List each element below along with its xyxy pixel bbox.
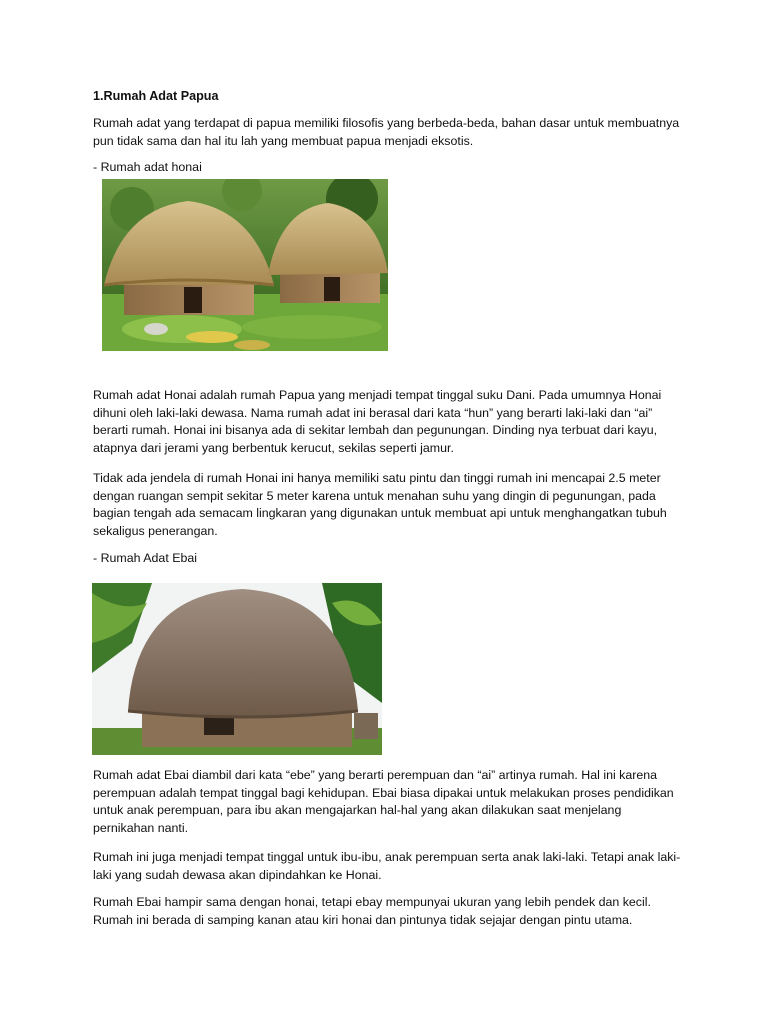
ebai-hut-photo xyxy=(92,583,382,755)
ebai-subheading: - Rumah Adat Ebai xyxy=(93,551,198,565)
ebai-paragraph-3: Rumah Ebai hampir sama dengan honai, tetapi ebay mempunyai ukuran yang lebih pendek dan kecil. Rumah ini berada di samping kanan atau kiri honai dan pintunya tidak sejajar dengan pintu utama. xyxy=(93,895,651,927)
honai-huts-photo xyxy=(102,179,388,351)
honai-subheading: - Rumah adat honai xyxy=(93,160,202,174)
honai-paragraph-1: Rumah adat Honai adalah rumah Papua yang menjadi tempat tinggal suku Dani. Pada umumnya Honai dihuni oleh laki-laki dewasa. Nama rumah adat ini berasal dari kata “hun” yang berarti laki-laki dan “ai” berarti rumah. Honai ini bisanya ada di sekitar lembah dan pegunungan. Dinding nya terbuat dari kayu, atapnya dari jerami yang berbentuk kerucut, sekilas seperti jamur. xyxy=(93,388,662,455)
intro-paragraph: Rumah adat yang terdapat di papua memiliki filosofis yang berbeda-beda, bahan dasar untuk membuatnya pun tidak sama dan hal itu lah yang membuat papua menjadi eksotis. xyxy=(93,116,680,148)
ebai-paragraph-1: Rumah adat Ebai diambil dari kata “ebe” yang berarti perempuan dan “ai” artinya rumah. Hal ini karena perempuan adalah tempat tinggal bagi kehidupan. Ebai biasa dipakai untuk melakukan proses pendidikan untuk anak perempuan, para ibu akan mengajarkan hal-hal yang akan dilakukan saat menjelang pernikahan nanti. xyxy=(93,768,674,835)
ebai-paragraph-2: Rumah ini juga menjadi tempat tinggal untuk ibu-ibu, anak perempuan serta anak laki-laki. Tetapi anak laki-laki yang sudah dewasa akan dipindahkan ke Honai. xyxy=(93,850,681,882)
document-heading: 1.Rumah Adat Papua xyxy=(93,89,219,103)
honai-paragraph-2: Tidak ada jendela di rumah Honai ini hanya memiliki satu pintu dan tinggi rumah ini mencapai 2.5 meter dengan ruangan sempit sekitar 5 meter karena untuk menahan suhu yang dingin di pegunungan, pada bagian tengah ada semacam lingkaran yang digunakan untuk membuat api untuk menghangatkan tubuh sekaligus penerangan. xyxy=(93,471,667,538)
